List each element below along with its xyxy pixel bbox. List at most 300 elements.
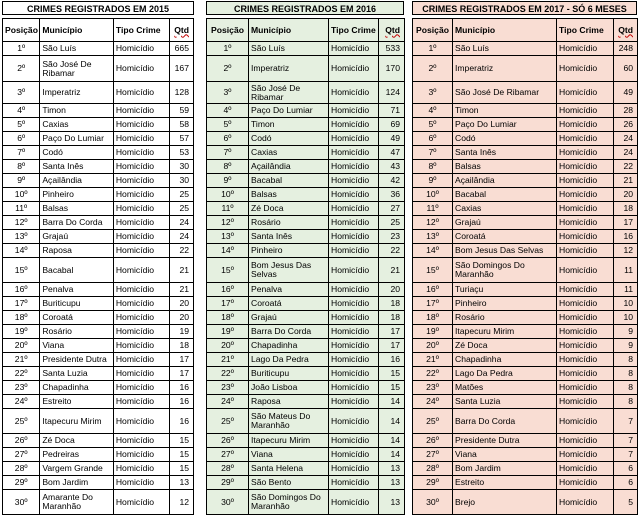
municipality-cell: Codó	[40, 146, 114, 160]
municipality-cell: Santa Helena	[249, 462, 329, 476]
crime-type-cell: Homicídio	[329, 353, 379, 367]
crime-type-cell: Homicídio	[113, 395, 169, 409]
municipality-cell: Presidente Dutra	[453, 434, 557, 448]
municipality-cell: Coroatá	[453, 230, 557, 244]
table-row	[3, 174, 194, 188]
header-row	[413, 19, 638, 42]
quantity-cell: 9	[614, 339, 638, 353]
quantity-cell: 24	[614, 132, 638, 146]
table-row	[413, 490, 638, 515]
col-header-position: Posição	[207, 19, 249, 42]
quantity-cell: 15	[169, 448, 193, 462]
quantity-cell: 47	[379, 146, 405, 160]
table-row	[3, 381, 194, 395]
rank-cell: 8º	[207, 160, 249, 174]
crime-type-cell: Homicídio	[329, 160, 379, 174]
quantity-cell: 15	[169, 462, 193, 476]
municipality-cell: Rosário	[249, 216, 329, 230]
rank-cell: 2º	[413, 56, 453, 82]
crime-type-cell: Homicídio	[329, 325, 379, 339]
quantity-cell: 22	[169, 244, 193, 258]
table-row	[207, 476, 405, 490]
quantity-cell: 58	[169, 118, 193, 132]
municipality-cell: Amarante Do Maranhão	[40, 490, 114, 515]
rank-cell: 9º	[413, 174, 453, 188]
table-row	[3, 132, 194, 146]
crime-type-cell: Homicídio	[113, 297, 169, 311]
table-row	[413, 381, 638, 395]
table-row	[3, 325, 194, 339]
rank-cell: 29º	[3, 476, 40, 490]
quantity-cell: 14	[379, 395, 405, 409]
table-row	[207, 353, 405, 367]
rank-cell: 30º	[413, 490, 453, 515]
table-row	[413, 104, 638, 118]
table-row	[3, 353, 194, 367]
table-row	[207, 42, 405, 56]
municipality-cell: Zé Doca	[40, 434, 114, 448]
rank-cell: 16º	[3, 283, 40, 297]
rank-cell: 18º	[207, 311, 249, 325]
rank-cell: 24º	[413, 395, 453, 409]
table-row	[3, 188, 194, 202]
table-row	[207, 448, 405, 462]
table-row	[3, 311, 194, 325]
quantity-cell: 49	[379, 132, 405, 146]
rank-cell: 19º	[207, 325, 249, 339]
table-row	[207, 258, 405, 283]
crime-type-cell: Homicídio	[557, 490, 614, 515]
municipality-cell: Lago Da Pedra	[249, 353, 329, 367]
municipality-cell: Vargem Grande	[40, 462, 114, 476]
table-row	[413, 42, 638, 56]
col-header-position: Posição	[413, 19, 453, 42]
crime-type-cell: Homicídio	[113, 188, 169, 202]
header-row	[207, 19, 405, 42]
crime-type-cell: Homicídio	[329, 434, 379, 448]
crime-type-cell: Homicídio	[113, 476, 169, 490]
quantity-cell: 10	[614, 311, 638, 325]
rank-cell: 13º	[3, 230, 40, 244]
rank-cell: 7º	[3, 146, 40, 160]
municipality-cell: Codó	[249, 132, 329, 146]
col-header-qtd: Qtd	[379, 19, 405, 42]
rank-cell: 5º	[207, 118, 249, 132]
rank-cell: 25º	[413, 409, 453, 434]
table-row	[3, 476, 194, 490]
rank-cell: 11º	[207, 202, 249, 216]
table-row	[413, 202, 638, 216]
crime-type-cell: Homicídio	[113, 381, 169, 395]
crime-type-cell: Homicídio	[113, 42, 169, 56]
crime-type-cell: Homicídio	[113, 146, 169, 160]
municipality-cell: São Luís	[249, 42, 329, 56]
quantity-cell: 26	[614, 118, 638, 132]
crime-type-cell: Homicídio	[329, 216, 379, 230]
quantity-cell: 15	[379, 381, 405, 395]
municipality-cell: Bacabal	[249, 174, 329, 188]
crime-type-cell: Homicídio	[557, 462, 614, 476]
crime-type-cell: Homicídio	[557, 202, 614, 216]
crime-type-cell: Homicídio	[329, 188, 379, 202]
quantity-cell: 36	[379, 188, 405, 202]
quantity-cell: 17	[614, 216, 638, 230]
crime-type-cell: Homicídio	[113, 104, 169, 118]
municipality-cell: Bom Jesus Das Selvas	[249, 258, 329, 283]
quantity-cell: 11	[614, 258, 638, 283]
municipality-cell: Balsas	[40, 202, 114, 216]
table-title: CRIMES REGISTRADOS EM 2015	[2, 1, 194, 15]
crime-type-cell: Homicídio	[557, 244, 614, 258]
table-row	[3, 283, 194, 297]
table-row	[3, 202, 194, 216]
quantity-cell: 170	[379, 56, 405, 82]
municipality-cell: Coroatá	[249, 297, 329, 311]
table-row	[207, 230, 405, 244]
table-row	[207, 297, 405, 311]
table-row	[207, 490, 405, 515]
crime-type-cell: Homicídio	[113, 132, 169, 146]
table-row	[207, 104, 405, 118]
crime-type-cell: Homicídio	[113, 311, 169, 325]
crime-type-cell: Homicídio	[557, 216, 614, 230]
quantity-cell: 8	[614, 381, 638, 395]
col-header-tipo: Tipo Crime	[557, 19, 614, 42]
municipality-cell: São Luís	[40, 42, 114, 56]
crime-type-cell: Homicídio	[113, 118, 169, 132]
rank-cell: 25º	[3, 409, 40, 434]
crime-type-cell: Homicídio	[329, 367, 379, 381]
quantity-cell: 9	[614, 325, 638, 339]
quantity-cell: 167	[169, 56, 193, 82]
quantity-cell: 13	[169, 476, 193, 490]
crime-type-cell: Homicídio	[329, 258, 379, 283]
rank-cell: 27º	[3, 448, 40, 462]
municipality-cell: São José De Ribamar	[40, 56, 114, 82]
rank-cell: 17º	[207, 297, 249, 311]
table-row	[413, 174, 638, 188]
rank-cell: 26º	[207, 434, 249, 448]
municipality-cell: Codó	[453, 132, 557, 146]
quantity-cell: 11	[614, 283, 638, 297]
crime-type-cell: Homicídio	[557, 297, 614, 311]
table-row	[3, 82, 194, 104]
table-row	[413, 462, 638, 476]
quantity-cell: 21	[379, 258, 405, 283]
quantity-cell: 20	[169, 311, 193, 325]
quantity-cell: 25	[379, 216, 405, 230]
crime-type-cell: Homicídio	[329, 174, 379, 188]
crime-type-cell: Homicídio	[329, 448, 379, 462]
rank-cell: 18º	[3, 311, 40, 325]
table-row	[207, 174, 405, 188]
quantity-cell: 57	[169, 132, 193, 146]
quantity-cell: 18	[379, 297, 405, 311]
table-row	[3, 434, 194, 448]
table-row	[3, 409, 194, 434]
crime-type-cell: Homicídio	[557, 311, 614, 325]
crime-type-cell: Homicídio	[557, 381, 614, 395]
col-header-municipio: Município	[453, 19, 557, 42]
quantity-cell: 20	[169, 297, 193, 311]
crime-type-cell: Homicídio	[329, 311, 379, 325]
crime-type-cell: Homicídio	[557, 283, 614, 297]
quantity-cell: 665	[169, 42, 193, 56]
quantity-cell: 13	[379, 462, 405, 476]
rank-cell: 10º	[207, 188, 249, 202]
rank-cell: 19º	[3, 325, 40, 339]
municipality-cell: Raposa	[249, 395, 329, 409]
rank-cell: 18º	[413, 311, 453, 325]
crime-type-cell: Homicídio	[329, 409, 379, 434]
quantity-cell: 17	[169, 367, 193, 381]
quantity-cell: 30	[169, 160, 193, 174]
quantity-cell: 16	[379, 353, 405, 367]
quantity-cell: 16	[169, 409, 193, 434]
municipality-cell: Grajaú	[249, 311, 329, 325]
municipality-cell: Timon	[453, 104, 557, 118]
crime-type-cell: Homicídio	[557, 258, 614, 283]
rank-cell: 14º	[413, 244, 453, 258]
table-row	[3, 216, 194, 230]
municipality-cell: Lago Da Pedra	[453, 367, 557, 381]
rank-cell: 3º	[207, 82, 249, 104]
rank-cell: 7º	[413, 146, 453, 160]
rank-cell: 12º	[3, 216, 40, 230]
quantity-cell: 22	[379, 244, 405, 258]
table-row	[413, 56, 638, 82]
crimes-table-2016	[206, 18, 405, 515]
quantity-cell: 30	[169, 174, 193, 188]
municipality-cell: Açailândia	[40, 174, 114, 188]
municipality-cell: Paço Do Lumiar	[453, 118, 557, 132]
crime-type-cell: Homicídio	[557, 118, 614, 132]
quantity-cell: 6	[614, 476, 638, 490]
table-row	[3, 160, 194, 174]
municipality-cell: Balsas	[453, 160, 557, 174]
quantity-cell: 71	[379, 104, 405, 118]
crime-type-cell: Homicídio	[113, 325, 169, 339]
quantity-cell: 8	[614, 353, 638, 367]
quantity-cell: 248	[614, 42, 638, 56]
crime-type-cell: Homicídio	[113, 409, 169, 434]
municipality-cell: Raposa	[40, 244, 114, 258]
quantity-cell: 14	[379, 409, 405, 434]
rank-cell: 21º	[3, 353, 40, 367]
quantity-cell: 25	[169, 202, 193, 216]
quantity-cell: 20	[614, 188, 638, 202]
table-row	[3, 104, 194, 118]
municipality-cell: Santa Inês	[249, 230, 329, 244]
crime-type-cell: Homicídio	[557, 146, 614, 160]
col-header-tipo: Tipo Crime	[113, 19, 169, 42]
municipality-cell: São Domingos Do Maranhão	[249, 490, 329, 515]
municipality-cell: Imperatriz	[249, 56, 329, 82]
table-row	[3, 490, 194, 515]
crime-type-cell: Homicídio	[113, 202, 169, 216]
crime-type-cell: Homicídio	[113, 174, 169, 188]
quantity-cell: 124	[379, 82, 405, 104]
municipality-cell: Itapecuru Mirim	[453, 325, 557, 339]
col-header-qtd: Qtd	[169, 19, 193, 42]
crime-type-cell: Homicídio	[557, 353, 614, 367]
municipality-cell: Itapecuru Mirim	[40, 409, 114, 434]
table-row	[413, 230, 638, 244]
quantity-cell: 10	[614, 297, 638, 311]
table-row	[3, 339, 194, 353]
rank-cell: 21º	[413, 353, 453, 367]
table-row	[413, 132, 638, 146]
crime-type-cell: Homicídio	[329, 395, 379, 409]
municipality-cell: Balsas	[249, 188, 329, 202]
quantity-cell: 128	[169, 82, 193, 104]
table-row	[207, 367, 405, 381]
municipality-cell: Pinheiro	[249, 244, 329, 258]
table-row	[413, 160, 638, 174]
municipality-cell: Penalva	[40, 283, 114, 297]
table-row	[207, 188, 405, 202]
municipality-cell: Matões	[453, 381, 557, 395]
quantity-cell: 24	[614, 146, 638, 160]
rank-cell: 23º	[413, 381, 453, 395]
rank-cell: 7º	[207, 146, 249, 160]
rank-cell: 21º	[207, 353, 249, 367]
table-row	[207, 381, 405, 395]
crime-type-cell: Homicídio	[113, 490, 169, 515]
table-row	[3, 230, 194, 244]
quantity-cell: 18	[379, 311, 405, 325]
municipality-cell: Bom Jardim	[40, 476, 114, 490]
municipality-cell: São Luís	[453, 42, 557, 56]
crime-type-cell: Homicídio	[557, 367, 614, 381]
crime-type-cell: Homicídio	[113, 230, 169, 244]
table-row	[3, 258, 194, 283]
rank-cell: 19º	[413, 325, 453, 339]
municipality-cell: Viana	[453, 448, 557, 462]
crime-type-cell: Homicídio	[329, 202, 379, 216]
crime-type-cell: Homicídio	[557, 339, 614, 353]
rank-cell: 3º	[413, 82, 453, 104]
quantity-cell: 15	[169, 434, 193, 448]
quantity-cell: 43	[379, 160, 405, 174]
crime-type-cell: Homicídio	[557, 42, 614, 56]
crime-type-cell: Homicídio	[557, 409, 614, 434]
crimes-table-2015	[2, 18, 194, 515]
table-row	[413, 118, 638, 132]
rank-cell: 29º	[413, 476, 453, 490]
rank-cell: 1º	[3, 42, 40, 56]
quantity-cell: 16	[169, 381, 193, 395]
municipality-cell: Açailândia	[453, 174, 557, 188]
crime-type-cell: Homicídio	[113, 244, 169, 258]
table-row	[207, 311, 405, 325]
municipality-cell: Brejo	[453, 490, 557, 515]
rank-cell: 30º	[207, 490, 249, 515]
municipality-cell: Santa Inês	[40, 160, 114, 174]
crime-type-cell: Homicídio	[113, 367, 169, 381]
table-row	[3, 56, 194, 82]
crime-type-cell: Homicídio	[329, 462, 379, 476]
rank-cell: 12º	[413, 216, 453, 230]
quantity-cell: 16	[169, 395, 193, 409]
crime-type-cell: Homicídio	[113, 339, 169, 353]
quantity-cell: 53	[169, 146, 193, 160]
rank-cell: 28º	[3, 462, 40, 476]
quantity-cell: 17	[379, 339, 405, 353]
rank-cell: 16º	[207, 283, 249, 297]
rank-cell: 9º	[207, 174, 249, 188]
rank-cell: 3º	[3, 82, 40, 104]
municipality-cell: São Bento	[249, 476, 329, 490]
table-row	[3, 448, 194, 462]
table-row	[207, 146, 405, 160]
table-title: CRIMES REGISTRADOS EM 2017 - SÓ 6 MESES	[412, 1, 637, 15]
crimes-table-2017	[412, 18, 638, 515]
rank-cell: 6º	[207, 132, 249, 146]
rank-cell: 20º	[207, 339, 249, 353]
rank-cell: 24º	[3, 395, 40, 409]
rank-cell: 2º	[3, 56, 40, 82]
crime-type-cell: Homicídio	[557, 448, 614, 462]
quantity-cell: 5	[614, 490, 638, 515]
table-row	[207, 434, 405, 448]
municipality-cell: Pinheiro	[453, 297, 557, 311]
quantity-cell: 21	[614, 174, 638, 188]
crime-type-cell: Homicídio	[329, 104, 379, 118]
quantity-cell: 12	[614, 244, 638, 258]
municipality-cell: Santa Luzia	[40, 367, 114, 381]
table-row	[413, 283, 638, 297]
crime-type-cell: Homicídio	[329, 42, 379, 56]
crime-type-cell: Homicídio	[329, 339, 379, 353]
rank-cell: 17º	[3, 297, 40, 311]
table-row	[413, 188, 638, 202]
rank-cell: 14º	[3, 244, 40, 258]
quantity-cell: 17	[379, 325, 405, 339]
municipality-cell: Santa Luzia	[453, 395, 557, 409]
rank-cell: 13º	[413, 230, 453, 244]
col-header-position: Posição	[3, 19, 40, 42]
crime-type-cell: Homicídio	[329, 56, 379, 82]
quantity-cell: 21	[169, 283, 193, 297]
municipality-cell: Grajaú	[453, 216, 557, 230]
table-row	[3, 462, 194, 476]
quantity-cell: 7	[614, 434, 638, 448]
rank-cell: 14º	[207, 244, 249, 258]
crime-type-cell: Homicídio	[113, 448, 169, 462]
quantity-cell: 21	[169, 258, 193, 283]
crime-type-cell: Homicídio	[329, 146, 379, 160]
municipality-cell: Imperatriz	[453, 56, 557, 82]
table-row	[207, 339, 405, 353]
quantity-cell: 49	[614, 82, 638, 104]
table-2015	[2, 1, 194, 515]
table-row	[207, 160, 405, 174]
rank-cell: 10º	[3, 188, 40, 202]
crime-type-cell: Homicídio	[113, 160, 169, 174]
municipality-cell: Santa Inês	[453, 146, 557, 160]
rank-cell: 23º	[207, 381, 249, 395]
crime-type-cell: Homicídio	[329, 490, 379, 515]
rank-cell: 26º	[3, 434, 40, 448]
rank-cell: 17º	[413, 297, 453, 311]
table-row	[413, 353, 638, 367]
rank-cell: 15º	[413, 258, 453, 283]
municipality-cell: Bom Jardim	[453, 462, 557, 476]
municipality-cell: Açailândia	[249, 160, 329, 174]
municipality-cell: Barra Do Corda	[40, 216, 114, 230]
quantity-cell: 28	[614, 104, 638, 118]
